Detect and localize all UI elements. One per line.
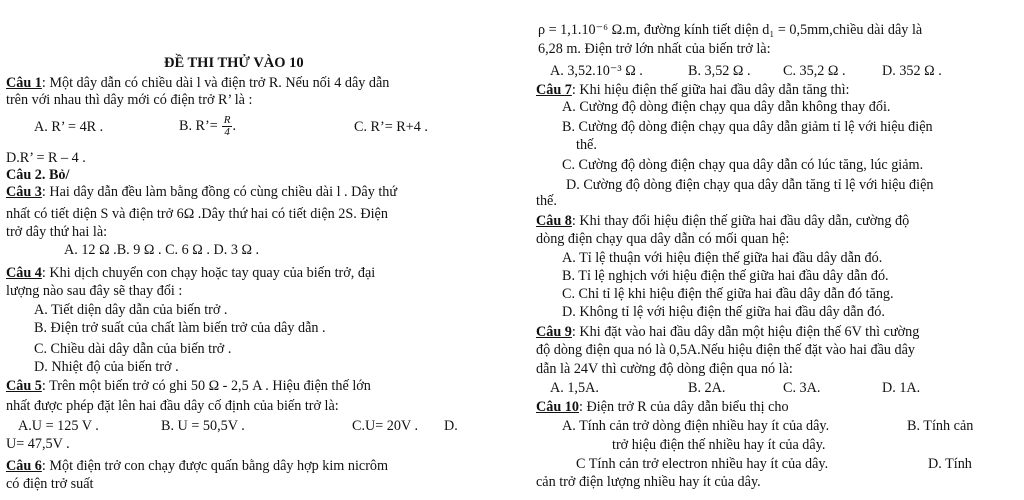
question-7-option-d: D. Cường độ dòng điện chạy qua dây dẫn tăng tỉ lệ với hiệu điện [566, 177, 934, 193]
question-1-option-b: B. R’= $\frac{R}{4}$ . [179, 114, 237, 139]
question-7-stem: Câu 7: Khi hiệu điện thế giữa hai đầu dây dẫn tăng thì: [536, 82, 850, 98]
fraction-r-over-4: $\frac{R}{4}$ [223, 114, 231, 139]
question-8-option-b: B. Tỉ lệ nghịch với hiệu điện thế giữa hai đầu dây dẫn đó. [562, 268, 889, 284]
question-1-label: Câu 1 [6, 75, 42, 91]
question-5-option-c: C.U= 20V . [352, 418, 419, 434]
question-4-stem-line2: lượng nào sau đây sẽ thay đổi : [6, 283, 183, 299]
question-4-stem: Câu 4: Khi dịch chuyển con chạy hoặc tay quay của biến trở, đại [6, 265, 376, 281]
question-3-options: A. 12 Ω .B. 9 Ω . C. 6 Ω . D. 3 Ω . [64, 242, 260, 258]
question-8-stem: Câu 8: Khi thay đổi hiệu điện thế giữa hai đầu dây dẫn, cường độ [536, 213, 910, 229]
question-7-option-d-line2: thế. [536, 193, 557, 209]
question-1-option-a: A. R’ = 4R . [34, 119, 104, 135]
question-9-option-a: A. 1,5A. [550, 380, 599, 396]
question-9-stem-line3: dẫn là 24V thì cường độ dòng điện qua nó là: [536, 361, 793, 377]
question-5-option-a: A.U = 125 V . [18, 418, 99, 434]
question-1-option-c: C. R’= R+4 . [354, 119, 428, 135]
question-7-option-c: C. Cường độ dòng điện chạy qua dây dẫn có lúc tăng, lúc giảm. [562, 157, 924, 173]
question-8-option-a: A. Tỉ lệ thuận với hiệu điện thế giữa hai đầu dây dẫn đó. [562, 250, 883, 266]
question-4-option-a: A. Tiết diện dây dẫn của biến trở . [34, 302, 228, 318]
question-8-label: Câu 8 [536, 213, 572, 229]
question-8-option-d: D. Không tỉ lệ với hiệu điện thế giữa hai đầu dây dẫn đó. [562, 304, 885, 320]
question-6-stem-line2: có điện trở suất [6, 476, 94, 492]
question-9-option-d: D. 1A. [882, 380, 921, 396]
question-5-option-d-letter: D. [444, 418, 458, 434]
question-1-stem: Câu 1: Một dây dẫn có chiều dài l và điện trở R. Nếu nối 4 dây dẫn [6, 75, 390, 91]
question-2-label: Câu 2. Bỏ/ [6, 167, 70, 183]
question-5-option-b: B. U = 50,5V . [161, 418, 245, 434]
question-10-stem: Câu 10: Điện trở R của dây dẫn biểu thị cho [536, 399, 789, 415]
question-8-stem-line2: dòng điện chạy qua dây dẫn có mối quan hệ: [536, 231, 790, 247]
question-4-label: Câu 4 [6, 265, 42, 281]
question-7-option-b: B. Cường độ dòng điện chạy qua dây dẫn giảm tỉ lệ với hiệu điện [562, 119, 933, 135]
question-5-option-d: U= 47,5V . [6, 436, 70, 452]
question-6-label: Câu 6 [6, 458, 42, 474]
question-10-label: Câu 10 [536, 399, 579, 415]
question-10-option-d: D. Tính [928, 456, 972, 472]
question-10-option-c: C Tính cản trở electron nhiều hay ít của dây. [576, 456, 829, 472]
question-9-option-c: C. 3A. [783, 380, 821, 396]
question-7-option-b-line2: thế. [576, 137, 597, 153]
question-9-stem-line2: độ dòng điện qua nó là 0,5A.Nếu hiệu điện thế đặt vào hai đầu dây [536, 342, 916, 358]
question-10-option-d-line2: cản trở điện lượng nhiều hay ít của dây. [536, 474, 761, 490]
question-9-stem: Câu 9: Khi đặt vào hai đầu dây dẫn một hiệu điện thế 6V thì cường [536, 324, 920, 340]
question-10-option-b: B. Tính cản [907, 418, 974, 434]
exam-title: ĐỀ THI THỬ VÀO 10 [164, 55, 304, 71]
question-6-stem-line4: 6,28 m. Điện trở lớn nhất của biến trở là: [538, 41, 771, 57]
question-4-option-c: C. Chiều dài dây dẫn của biến trở . [34, 341, 232, 357]
question-1-stem-line2: trên với nhau thì dây mới có điện trở R’ là : [6, 92, 253, 108]
question-5-stem-line2: nhất được phép đặt lên hai đầu dây cố định của biến trở là: [6, 398, 339, 414]
question-1-option-d: D.R’ = R – 4 . [6, 150, 86, 166]
question-9-option-b: B. 2A. [688, 380, 726, 396]
question-6-option-a: A. 3,52.10⁻³ Ω . [550, 63, 643, 79]
question-10-option-a: A. Tính cản trở dòng điện nhiều hay ít của dây. [562, 418, 830, 434]
question-6-option-d: D. 352 Ω . [882, 63, 942, 79]
question-3-stem: Câu 3: Hai dây dẫn đều làm bằng đồng có cùng chiều dài l . Dây thứ [6, 184, 398, 200]
question-4-option-b: B. Điện trở suất của chất làm biến trở của dây dẫn . [34, 320, 326, 336]
question-7-label: Câu 7 [536, 82, 572, 98]
question-5-label: Câu 5 [6, 378, 42, 394]
question-3-stem-line3: trở dây thứ hai là: [6, 224, 108, 240]
question-6-stem-line3: ρ = 1,1.10⁻⁶ Ω.m, đường kính tiết diện d₁ = 0,5mm,chiều dài dây là [538, 22, 923, 38]
question-3-label: Câu 3 [6, 184, 42, 200]
question-4-option-d: D. Nhiệt độ của biến trở . [34, 359, 179, 375]
question-5-stem: Câu 5: Trên một biến trở có ghi 50 Ω - 2,5 A . Hiệu điện thế lớn [6, 378, 371, 394]
question-6-stem: Câu 6: Một điện trở con chạy được quấn bằng dây hợp kim nicrôm [6, 458, 389, 474]
question-6-option-c: C. 35,2 Ω . [783, 63, 846, 79]
question-6-option-b: B. 3,52 Ω . [688, 63, 751, 79]
question-7-option-a: A. Cường độ dòng điện chạy qua dây dẫn không thay đổi. [562, 99, 891, 115]
question-10-option-b-line2: trở hiệu điện thế nhiều hay ít của dây. [612, 437, 826, 453]
question-8-option-c: C. Chỉ tỉ lệ khi hiệu điện thế giữa hai đầu dây dẫn đó tăng. [562, 286, 894, 302]
question-9-label: Câu 9 [536, 324, 572, 340]
question-3-stem-line2: nhất có tiết diện S và điện trở 6Ω .Dây thứ hai có tiết diện 2S. Điện [6, 206, 388, 222]
